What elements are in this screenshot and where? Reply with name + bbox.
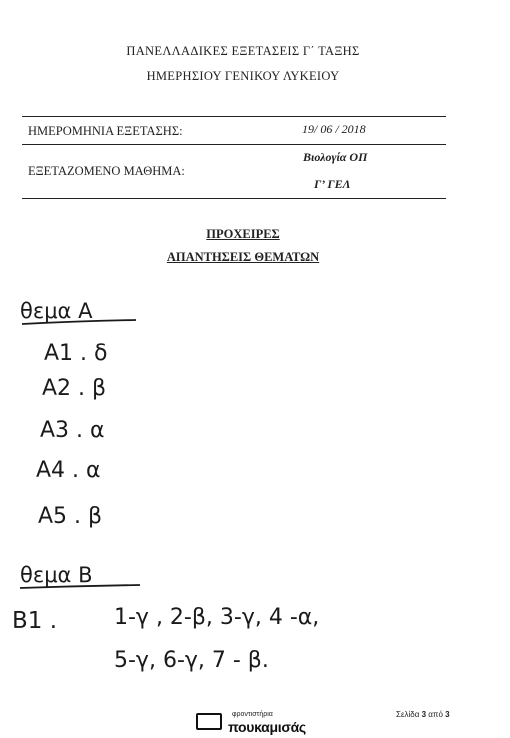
exam-subject-label: ΕΞΕΤΑΖΟΜΕΝΟ ΜΑΘΗΜΑ: bbox=[28, 164, 185, 178]
answer-a2: Α2 . β bbox=[42, 376, 107, 401]
exam-subject-value: Βιολογία ΟΠ bbox=[303, 150, 368, 164]
exam-header-line2: ΗΜΕΡΗΣΙΟΥ ΓΕΝΙΚΟΥ ΛΥΚΕΙΟΥ bbox=[146, 69, 340, 83]
page-prefix: Σελίδα bbox=[396, 710, 420, 719]
draft-subtitle: ΑΠΑΝΤΗΣΕΙΣ ΘΕΜΑΤΩΝ bbox=[166, 250, 320, 264]
exam-header-line1: ΠΑΝΕΛΛΑΔΙΚΕΣ ΕΞΕΤΑΣΕΙΣ Γ΄ ΤΑΞΗΣ bbox=[126, 44, 360, 58]
page-number bbox=[396, 710, 450, 719]
b1-answers-line1: 1-γ , 2-β, 3-γ, 4 -α, bbox=[114, 605, 320, 630]
answer-a5: Α5 . β bbox=[38, 504, 103, 529]
page-of: από bbox=[428, 710, 443, 719]
brand-logo-icon bbox=[196, 713, 222, 730]
b1-answers-line2: 5-γ, 6-γ, 7 - β. bbox=[114, 648, 269, 673]
exam-date-value: 19/ 06 / 2018 bbox=[302, 122, 366, 136]
b1-label: Β1 . bbox=[12, 608, 58, 634]
answer-a3: Α3 . α bbox=[40, 418, 105, 443]
answer-a4: Α4 . α bbox=[36, 458, 101, 483]
exam-date-label: ΗΜΕΡΟΜΗΝΙΑ ΕΞΕΤΑΣΗΣ: bbox=[28, 124, 183, 138]
exam-class-value: Γ’ ΓΕΛ bbox=[314, 177, 351, 191]
theme-a-heading: θεμα Α bbox=[20, 299, 93, 323]
draft-title: ΠΡΟΧΕΙΡΕΣ bbox=[206, 227, 280, 241]
page-total: 3 bbox=[445, 710, 450, 719]
brand-tagline: φροντιστήρια bbox=[232, 711, 273, 718]
page-current: 3 bbox=[421, 710, 427, 719]
answer-a1: Α1 . δ bbox=[44, 341, 108, 366]
brand-name: πουκαμισάς bbox=[228, 719, 306, 735]
theme-b-heading: θεμα Β bbox=[20, 563, 93, 587]
